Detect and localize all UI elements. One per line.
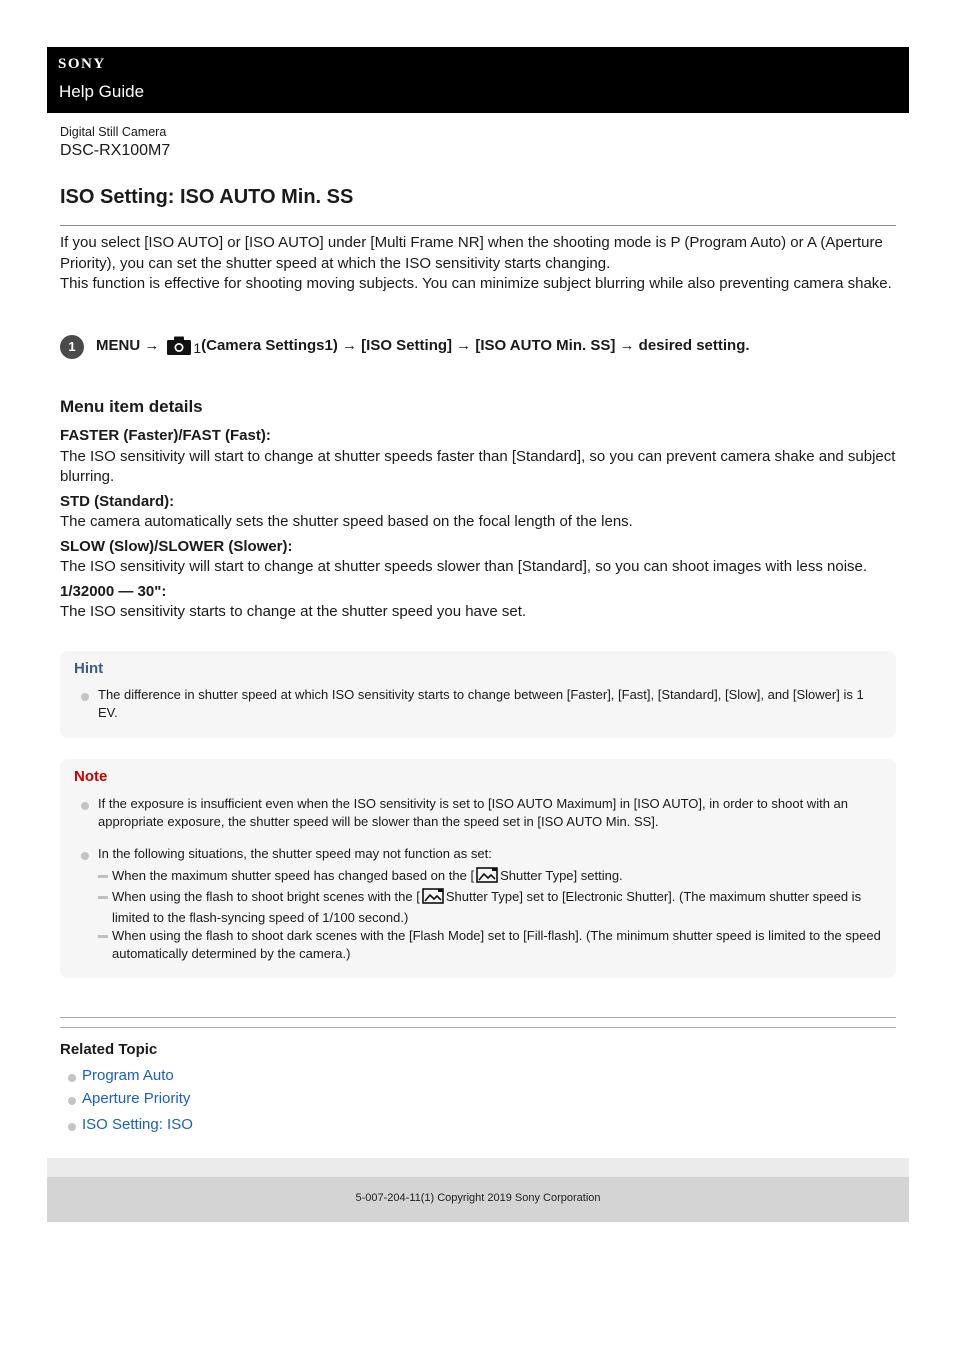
detail-term: SLOW (Slow)/SLOWER (Slower): [60, 537, 293, 555]
detail-description: The camera automatically sets the shutter speed based on the focal length of the lens. [60, 513, 633, 530]
header-bar [47, 47, 909, 113]
related-link-item [60, 1115, 193, 1139]
intro-paragraph: This function is effective for shooting moving subjects. You can minimize subject blurring while also preventing camera shake. [60, 275, 892, 292]
intro-text [60, 233, 896, 295]
note-item-text: In the following situations, the shutter speed may not function as set: [98, 846, 492, 861]
note-sub-item: When the maximum shutter speed has changed based on the [ Shutter Type] setting. [98, 867, 882, 888]
section-divider [60, 1017, 896, 1018]
detail-description: The ISO sensitivity starts to change at the shutter speed you have set. [60, 603, 527, 620]
section-divider [60, 1027, 896, 1028]
note-sub-item: When using the flash to shoot bright scenes with the [ Shutter Type] set to [Electronic Shutter]. (The maximum shutter speed is limited to the flash-syncing speed of 1/100 second.) [98, 888, 882, 927]
bullet-icon [81, 693, 89, 701]
step-number-badge: 1 [60, 335, 84, 359]
shutter-type-icon [422, 888, 444, 909]
help-guide-title: Help Guide [59, 82, 145, 101]
copyright-text: 5-007-204-11(1) Copyright 2019 Sony Corporation [355, 1192, 601, 1204]
detail-description: The ISO sensitivity will start to change at shutter speeds faster than [Standard], so you can prevent camera shake and subject blurring. [60, 447, 896, 485]
hint-box [60, 651, 896, 738]
hint-title: Hint [74, 660, 104, 677]
detail-term: STD (Standard): [60, 492, 175, 510]
related-topic-list [60, 1066, 193, 1139]
link-iso-setting-iso[interactable]: ISO Setting: ISO [82, 1116, 193, 1133]
step-prefix: MENU → [96, 336, 160, 354]
note-item-text: If the exposure is insufficient even when the ISO sensitivity is set to [ISO AUTO Maximum] in [ISO AUTO], in order to shoot with an appropriate exposure, the shutter speed will be slower than the speed set in [ISO AUTO Min. SS]. [98, 796, 848, 829]
dash-icon [98, 935, 108, 938]
related-link-item [60, 1066, 193, 1090]
bullet-icon [68, 1097, 76, 1105]
product-model: DSC-RX100M7 [60, 142, 171, 159]
note-item [74, 795, 882, 831]
link-program-auto[interactable]: Program Auto [82, 1067, 174, 1084]
detail-description: The ISO sensitivity will start to change at shutter speeds slower than [Standard], so you can shoot images with less noise. [60, 558, 868, 575]
title-divider [60, 225, 896, 226]
dash-icon [98, 875, 108, 878]
hint-item-text: The difference in shutter speed at which ISO sensitivity starts to change between [Faster], [Fast], [Standard], [Slow], and [Slower] is 1 EV. [98, 687, 864, 720]
footer-band [47, 1158, 909, 1177]
note-title: Note [74, 768, 108, 785]
sony-logo: SONY [58, 56, 106, 72]
bullet-icon [68, 1074, 76, 1082]
footer [47, 1177, 909, 1222]
product-category: Digital Still Camera [60, 125, 167, 139]
camera-settings-index: 1 [193, 340, 202, 356]
detail-term: FASTER (Faster)/FAST (Fast): [60, 427, 271, 444]
note-box [60, 759, 896, 978]
note-sub-item: When using the flash to shoot dark scenes with the [Flash Mode] set to [Fill-flash]. (The minimum shutter speed is limited to the speed automatically determined by the camera.) [98, 927, 882, 963]
bullet-icon [68, 1123, 76, 1131]
detail-term: 1/32000 — 30": [60, 582, 167, 600]
link-aperture-priority[interactable]: Aperture Priority [82, 1090, 191, 1107]
note-item [74, 845, 882, 963]
related-link-item [60, 1089, 193, 1113]
camera-settings-icon [167, 335, 201, 355]
note-sub-list [98, 867, 882, 963]
intro-paragraph: If you select [ISO AUTO] or [ISO AUTO] under [Multi Frame NR] when the shooting mode is P (Program Auto) or A (Aperture Priority), you can set the shutter speed at which the ISO sensitivity starts changing. [60, 234, 883, 272]
shutter-type-icon [476, 867, 498, 888]
menu-details-list [60, 426, 896, 623]
bullet-icon [81, 802, 89, 810]
related-topic-heading: Related Topic [60, 1041, 158, 1058]
page-title: ISO Setting: ISO AUTO Min. SS [60, 186, 354, 208]
step-suffix: (Camera Settings1) → [ISO Setting] → [ISO AUTO Min. SS] → desired setting. [201, 336, 750, 354]
hint-item [74, 686, 882, 722]
step-1 [60, 333, 896, 359]
step-instruction [96, 335, 750, 355]
bullet-icon [81, 852, 89, 860]
menu-details-heading: Menu item details [60, 397, 203, 416]
dash-icon [98, 896, 108, 899]
